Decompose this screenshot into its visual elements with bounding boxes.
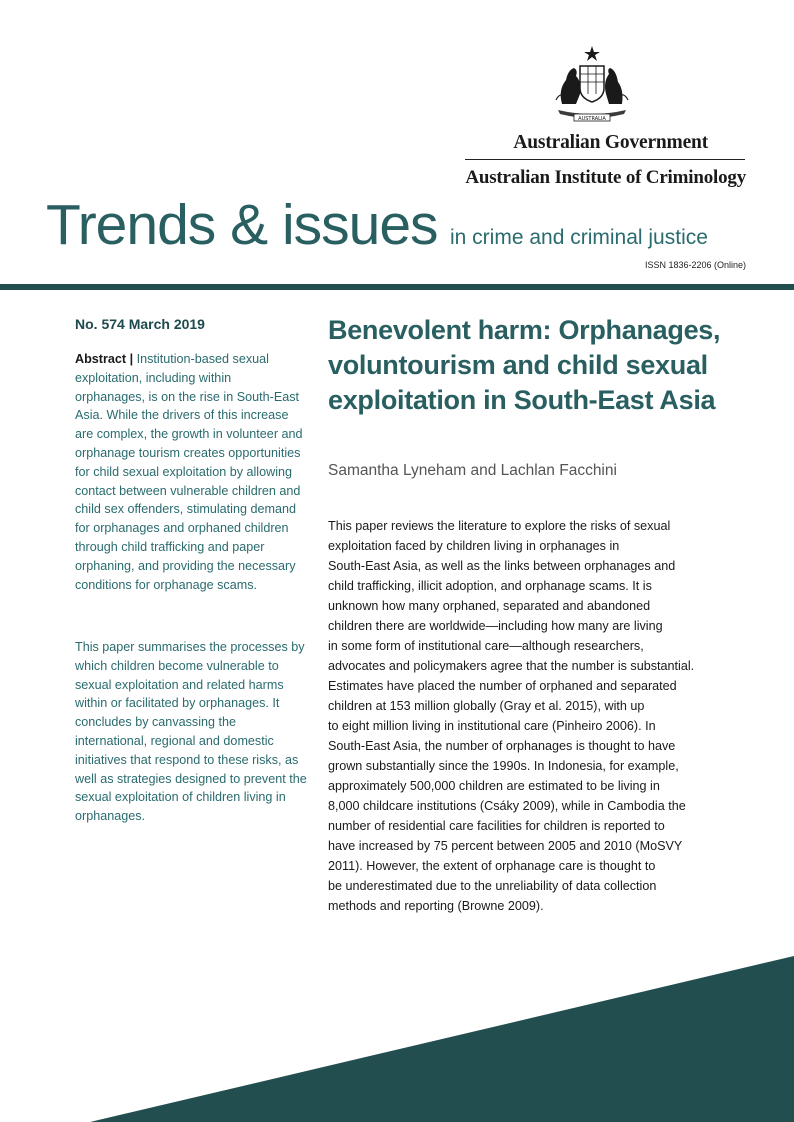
body-line: children at 153 million globally (Gray et al. 2015), with up [328, 699, 645, 713]
abstract-label: Abstract | [75, 352, 134, 366]
body-line: South-East Asia, as well as the links between orphanages and [328, 559, 676, 573]
body-line: number of residential care facilities for children is reported to [328, 819, 665, 833]
body-line: 2011). However, the extent of orphanage care is thought to [328, 859, 656, 873]
body-line: Estimates have placed the number of orphaned and separated [328, 679, 677, 693]
institute-name: Australian Institute of Criminology [465, 167, 746, 188]
masthead [46, 192, 708, 258]
body-line: children there are worldwide—including how many are living [328, 619, 663, 633]
header-bar [0, 284, 794, 290]
coat-of-arms-logo [552, 44, 632, 124]
article-body [328, 516, 728, 916]
issn: ISSN 1836-2206 (Online) [644, 260, 746, 270]
body-line: in some form of institutional care—although researchers, [328, 639, 644, 653]
body-line: have increased by 75 percent between 2005 and 2010 (MoSVY [328, 839, 683, 853]
body-line: methods and reporting (Browne 2009). [328, 899, 544, 913]
abstract-text: Institution-based sexual exploitation, including within orphanages, is on the rise in South-East Asia. While the drivers of this increase are complex, the growth in volunteer and orphanage tourism creates opportunities for child sexual exploitation by allowing contact between vulnerable children and child sex offenders, stimulating demand for orphanages and orphaned children through child trafficking and paper orphaning, and providing the necessary conditions for orphanage scams. [75, 352, 303, 592]
body-line: grown substantially since the 1990s. In Indonesia, for example, [328, 759, 679, 773]
abstract-paragraph-2: This paper summarises the processes by which children become vulnerable to sexual exploitation and related harms within or facilitated by orphanages. It concludes by canvassing the international, regional and domestic initiatives that respond to these risks, as well as strategies designed to prevent the sexual exploitation of children living in orphanages. [75, 640, 307, 824]
government-name: Australian Government [513, 132, 708, 153]
body-line: 8,000 childcare institutions (Csáky 2009), while in Cambodia the [328, 799, 686, 813]
body-line: to eight million living in institutional care (Pinheiro 2006). In [328, 719, 656, 733]
header-divider [465, 159, 745, 160]
issue-number: No. 574 March 2019 [75, 316, 205, 332]
crest-motto: AUSTRALIA [578, 115, 606, 122]
body-line: be underestimated due to the unreliability of data collection [328, 879, 657, 893]
article-authors: Samantha Lyneham and Lachlan Facchini [328, 462, 617, 479]
series-subtitle: in crime and criminal justice [450, 226, 708, 249]
body-line: advocates and policymakers agree that the number is substantial. [328, 659, 695, 673]
abstract [75, 350, 303, 594]
body-line: approximately 500,000 children are estimated to be living in [328, 779, 660, 793]
article-title: Benevolent harm: Orphanages, voluntourism and child sexual exploitation in South-East Asia [328, 315, 721, 415]
body-line: exploitation faced by children living in orphanages in [328, 539, 620, 553]
series-title: Trends & issues [46, 193, 438, 257]
body-line: South-East Asia, the number of orphanages is thought to have [328, 739, 676, 753]
body-line: This paper reviews the literature to explore the risks of sexual [328, 519, 671, 533]
body-line: child trafficking, illicit adoption, and orphanage scams. It is [328, 579, 652, 593]
body-line: unknown how many orphaned, separated and abandoned [328, 599, 651, 613]
